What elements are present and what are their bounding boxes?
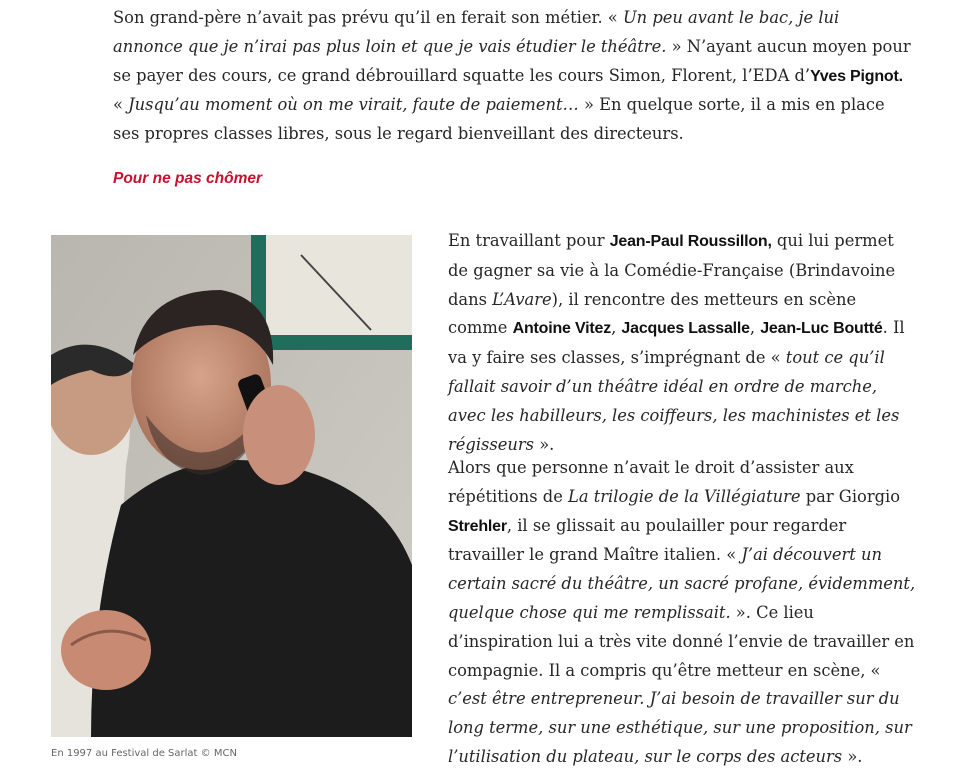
roussillon-text-2: qui lui permet de gagner sa vie à la Comédie-Française (Brindavoine dans <box>448 231 896 309</box>
article-photo <box>51 235 412 737</box>
strehler-text-4: ». Ce lieu d’inspiration lui a très vite donné l’envie de travailler en compagnie. Il a compris qu’être metteur en scène, « <box>448 602 915 680</box>
section-heading: Pour ne pas chômer <box>113 170 263 187</box>
strehler-text-5: ». <box>842 746 863 766</box>
name-jacques-lassalle: Jacques Lassalle <box>621 320 750 338</box>
roussillon-text-5: , <box>749 318 761 338</box>
intro-text-4: » En quelque sorte, il a mis en place ses propres classes libres, sous le regard bienveillant des directeurs. <box>113 95 885 144</box>
strehler-text-2: par Giorgio <box>800 486 901 506</box>
strehler-quote-1: J’ai découvert un certain sacré du théâtre, un sacré profane, évidemment, quelque chose qui me remplissait. <box>448 545 916 622</box>
name-antoine-vitez: Antoine Vitez <box>512 320 612 338</box>
roussillon-paragraph <box>448 227 918 459</box>
strehler-quote-2: c’est être entrepreneur. J’ai besoin de travailler sur du long terme, sur une esthétique, sur une proposition, sur l’utilisation du plateau, sur le corps des acteurs <box>448 689 912 766</box>
strehler-paragraph <box>448 454 923 772</box>
roussillon-text-1: En travaillant pour <box>448 231 610 250</box>
intro-paragraph <box>113 4 913 149</box>
photo-caption: En 1997 au Festival de Sarlat © MCN <box>51 748 237 759</box>
name-yves-pignot: Yves Pignot. <box>810 67 903 85</box>
play-title-lavare: L’Avare <box>492 289 552 309</box>
roussillon-text-6: . Il va y faire ses classes, s’imprégnant de « <box>448 318 905 368</box>
intro-text-1: Son grand-père n’avait pas prévu qu’il en ferait son métier. « <box>113 8 618 27</box>
intro-text-2: » N’ayant aucun moyen pour se payer des cours, ce grand débrouillard squatte les cours Simon, Florent, l’EDA d’ <box>113 36 911 85</box>
play-title-villegiature: La trilogie de la Villégiature <box>568 486 801 506</box>
name-jean-paul-roussillon: Jean-Paul Roussillon, <box>609 233 772 250</box>
strehler-text-1: Alors que personne n’avait le droit d’assister aux répétitions de <box>448 458 854 506</box>
roussillon-quote: tout ce qu’il fallait savoir d’un théâtre idéal en ordre de marche, avec les habilleurs, les coiffeurs, les machinistes et les régisseurs <box>448 348 900 454</box>
name-strehler: Strehler <box>448 517 507 535</box>
intro-quote-2: Jusqu’au moment où on me virait, faute de paiement… <box>122 95 579 115</box>
roussillon-text-3: ), il rencontre des metteurs en scène comme <box>448 289 857 338</box>
name-jean-luc-boutte: Jean-Luc Boutté <box>760 320 883 338</box>
strehler-text-3: , il se glissait au poulailler pour regarder travailler le grand Maître italien. « <box>448 515 847 565</box>
roussillon-text-7: ». <box>534 434 555 454</box>
intro-quote-1: Un peu avant le bac, je lui annonce que je n’irai pas plus loin et que je vais étudier le théâtre. <box>113 8 840 56</box>
intro-text-3: « <box>113 95 123 115</box>
roussillon-text-4: , <box>611 318 622 338</box>
